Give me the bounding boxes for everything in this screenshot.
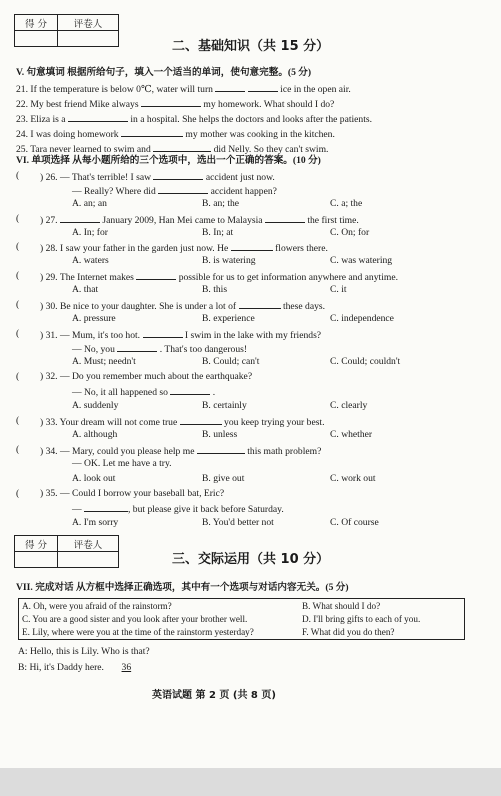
- dialogue-line-a: A: Hello, this is Lily. Who is that?: [18, 646, 150, 657]
- dialogue-line-b-text: B: Hi, it's Daddy here.: [18, 662, 104, 673]
- q35-line2-b: , but please give it back before Saturday.: [128, 504, 284, 515]
- q31-line2-a: — No, you: [72, 344, 115, 355]
- q29-line1-a: The Internet makes: [59, 272, 134, 283]
- page-footer: 英语试题 第 2 页 (共 8 页): [152, 690, 276, 701]
- bottom-gray-strip: [0, 768, 501, 796]
- q32-option-a[interactable]: A. suddenly: [72, 400, 119, 411]
- q21-blank-2[interactable]: [248, 82, 278, 92]
- q33-blank[interactable]: [180, 415, 222, 425]
- q29-option-b[interactable]: B. this: [202, 284, 228, 295]
- q22-blank[interactable]: [141, 97, 201, 107]
- q27-option-a[interactable]: A. In; for: [72, 227, 108, 238]
- q32-option-c[interactable]: C. clearly: [330, 400, 368, 411]
- q28-num: ) 28.: [40, 243, 58, 254]
- section-2-title: 二、基础知识（共 15 分）: [172, 39, 330, 54]
- q31-line2: [72, 342, 247, 356]
- q33-option-a[interactable]: A. although: [72, 429, 118, 440]
- q27-option-c[interactable]: C. On; for: [330, 227, 370, 238]
- q28-blank[interactable]: [231, 241, 273, 251]
- q35-num: ) 35.: [40, 488, 58, 499]
- q31-num: ) 31.: [40, 330, 58, 341]
- q32-paren: (: [16, 371, 20, 382]
- q30-option-b[interactable]: B. experience: [202, 313, 255, 324]
- q28-option-a[interactable]: A. waters: [72, 255, 109, 266]
- q34-line1-b: this math problem?: [247, 446, 322, 457]
- q23-text-b: in a hospital. She helps the doctors and looks after the patients.: [130, 114, 373, 125]
- option-a: A. Oh, were you afraid of the rainstorm?: [22, 601, 172, 611]
- q31-paren: (: [16, 328, 20, 339]
- question-24: [16, 127, 335, 141]
- q31-blank-2[interactable]: [117, 342, 157, 352]
- q25-text-a: 25. Tara never learned to swim and: [16, 144, 151, 155]
- reviewer-cell: [58, 31, 119, 47]
- q34-line2: — OK. Let me have a try.: [72, 458, 172, 469]
- q29-num: ) 29.: [40, 272, 58, 283]
- answer-blank-36[interactable]: 36: [121, 662, 132, 673]
- q29-paren: (: [16, 270, 20, 281]
- q35-option-c[interactable]: C. Of course: [330, 517, 379, 528]
- q24-text-a: 24. I was doing homework: [16, 129, 119, 140]
- q26-option-b[interactable]: B. an; the: [202, 198, 240, 209]
- score-cell-2: [15, 552, 58, 568]
- q31-line1-b: I swim in the lake with my friends?: [184, 330, 322, 341]
- q30-paren: (: [16, 299, 20, 310]
- q35-option-b[interactable]: B. You'd better not: [202, 517, 274, 528]
- q32-line2-a: — No, it all happened so: [72, 387, 168, 398]
- score-table-top: [14, 14, 119, 47]
- question-21: [16, 82, 351, 96]
- q32-blank[interactable]: [170, 385, 210, 395]
- q34-blank[interactable]: [197, 444, 245, 454]
- q32-line2: [72, 385, 215, 399]
- question-28: [40, 241, 328, 255]
- q23-text-a: 23. Eliza is a: [16, 114, 66, 125]
- q27-blank-1[interactable]: [60, 213, 100, 223]
- q32-option-b[interactable]: B. certainly: [202, 400, 247, 411]
- q30-option-a[interactable]: A. pressure: [72, 313, 116, 324]
- option-c: C. You are a good sister and you look after your brother well.: [22, 614, 248, 624]
- q30-line1-b: these days.: [282, 301, 326, 312]
- q33-line1-a: Your dream will not come true: [59, 417, 178, 428]
- q22-text-b: my homework. What should I do?: [203, 99, 335, 110]
- q26-line2-b: accident happen?: [210, 186, 277, 197]
- q26-blank-2[interactable]: [158, 184, 208, 194]
- q28-line1-a: I saw your father in the garden just now. He: [60, 243, 229, 254]
- q26-num: ) 26.: [40, 172, 58, 183]
- q34-option-c[interactable]: C. work out: [330, 473, 376, 484]
- q35-option-a[interactable]: A. I'm sorry: [72, 517, 119, 528]
- question-34: [40, 444, 321, 458]
- q26-option-c[interactable]: C. a; the: [330, 198, 363, 209]
- reviewer-header: 评卷人: [58, 15, 119, 31]
- q29-option-c[interactable]: C. it: [330, 284, 347, 295]
- score-table-bottom: [14, 535, 119, 568]
- q34-line1-a: — Mary, could you please help me: [60, 446, 195, 457]
- q23-blank[interactable]: [68, 112, 128, 122]
- option-e: E. Lily, where were you at the time of the rainstorm yesterday?: [22, 627, 254, 637]
- q32-num: ) 32.: [40, 371, 58, 382]
- q29-option-a[interactable]: A. that: [72, 284, 99, 295]
- q32-line1-a: — Do you remember much about the earthquake?: [60, 371, 253, 382]
- q35-dash: —: [72, 504, 82, 515]
- q28-line1-b: flowers there.: [275, 243, 328, 254]
- q31-option-b[interactable]: B. Could; can't: [202, 356, 260, 367]
- q26-line1-b: accident just now.: [205, 172, 275, 183]
- q33-line1-b: you keep trying your best.: [224, 417, 325, 428]
- question-32: [40, 371, 252, 383]
- question-23: [16, 112, 372, 126]
- q21-blank[interactable]: [215, 82, 245, 92]
- score-cell: [15, 31, 58, 47]
- q34-option-b[interactable]: B. give out: [202, 473, 245, 484]
- q35-paren: (: [16, 488, 20, 499]
- question-25: [16, 142, 328, 156]
- q26-paren: (: [16, 170, 20, 181]
- q28-paren: (: [16, 241, 20, 252]
- part-vi-heading: VI. 单项选择 从每小题所给的三个选项中，选出一个正确的答案。(10 分): [16, 155, 321, 166]
- q34-paren: (: [16, 444, 20, 455]
- q32-line2-b: .: [212, 387, 216, 398]
- q33-option-c[interactable]: C. whether: [330, 429, 373, 440]
- question-35: [40, 488, 224, 500]
- option-b: B. What should I do?: [302, 601, 381, 611]
- question-26: [40, 170, 275, 184]
- q25-blank[interactable]: [153, 142, 211, 152]
- q31-option-a[interactable]: A. Must; needn't: [72, 356, 136, 367]
- q33-paren: (: [16, 415, 20, 426]
- q27-option-b[interactable]: B. In; at: [202, 227, 234, 238]
- q26-line2: [72, 184, 277, 198]
- reviewer-header-2: 评卷人: [58, 536, 119, 552]
- q31-option-c[interactable]: C. Could; couldn't: [330, 356, 401, 367]
- q35-blank[interactable]: [84, 502, 128, 512]
- q22-text-a: 22. My best friend Mike always: [16, 99, 139, 110]
- score-header-2: 得 分: [15, 536, 58, 552]
- q26-blank-1[interactable]: [153, 170, 203, 180]
- option-f: F. What did you do then?: [302, 627, 395, 637]
- q21-text-b: ice in the open air.: [280, 84, 351, 95]
- q30-blank[interactable]: [239, 299, 281, 309]
- q27-line1-b: the first time.: [307, 215, 359, 226]
- section-3-title: 三、交际运用（共 10 分）: [172, 552, 330, 567]
- question-33: [40, 415, 325, 429]
- part-vii-heading: VII. 完成对话 从方框中选择正确选项，其中有一个选项与对话内容无关。(5 分): [16, 582, 349, 593]
- q30-line1-a: Be nice to your daughter. She is under a lot of: [60, 301, 237, 312]
- q24-blank[interactable]: [121, 127, 183, 137]
- q27-line1-a: January 2009, Han Mei came to Malaysia: [102, 215, 263, 226]
- option-d: D. I'll bring gifts to each of you.: [302, 614, 421, 624]
- q27-paren: (: [16, 213, 20, 224]
- dialogue-line-b: [18, 662, 146, 674]
- question-30: [40, 299, 325, 313]
- score-header: 得 分: [15, 15, 58, 31]
- q29-line1-b: possible for us to get information anywhere and anytime.: [178, 272, 398, 283]
- reviewer-cell-2: [58, 552, 119, 568]
- q25-text-b: did Nelly. So they can't swim.: [213, 144, 329, 155]
- q29-blank[interactable]: [136, 270, 176, 280]
- q27-blank-2[interactable]: [265, 213, 305, 223]
- question-31: [40, 328, 321, 342]
- q30-option-c[interactable]: C. independence: [330, 313, 394, 324]
- q26-line2-a: — Really? Where did: [72, 186, 156, 197]
- question-27: [40, 213, 359, 227]
- q35-line2: [72, 502, 284, 516]
- question-29: [40, 270, 398, 284]
- q28-option-c[interactable]: C. was watering: [330, 255, 393, 266]
- q33-num: ) 33.: [40, 417, 58, 428]
- q21-text-a: 21. If the temperature is below 0℃, water will turn: [16, 84, 213, 95]
- question-22: [16, 97, 334, 111]
- q26-option-a[interactable]: A. an; an: [72, 198, 107, 209]
- q33-option-b[interactable]: B. unless: [202, 429, 238, 440]
- q34-option-a[interactable]: A. look out: [72, 473, 116, 484]
- q27-num: ) 27.: [40, 215, 58, 226]
- q34-num: ) 34.: [40, 446, 58, 457]
- q31-line1-a: — Mum, it's too hot.: [60, 330, 141, 341]
- q28-option-b[interactable]: B. is watering: [202, 255, 256, 266]
- q26-line1-a: — That's terrible! I saw: [60, 172, 152, 183]
- q24-text-b: my mother was cooking in the kitchen.: [185, 129, 335, 140]
- part-v-heading: V. 句意填词 根据所给句子，填入一个适当的单词，使句意完整。(5 分): [16, 67, 312, 78]
- q35-line1-a: — Could I borrow your baseball bat, Eric?: [60, 488, 225, 499]
- q31-blank-1[interactable]: [143, 328, 183, 338]
- q30-num: ) 30.: [40, 301, 58, 312]
- q31-line2-b: . That's too dangerous!: [159, 344, 248, 355]
